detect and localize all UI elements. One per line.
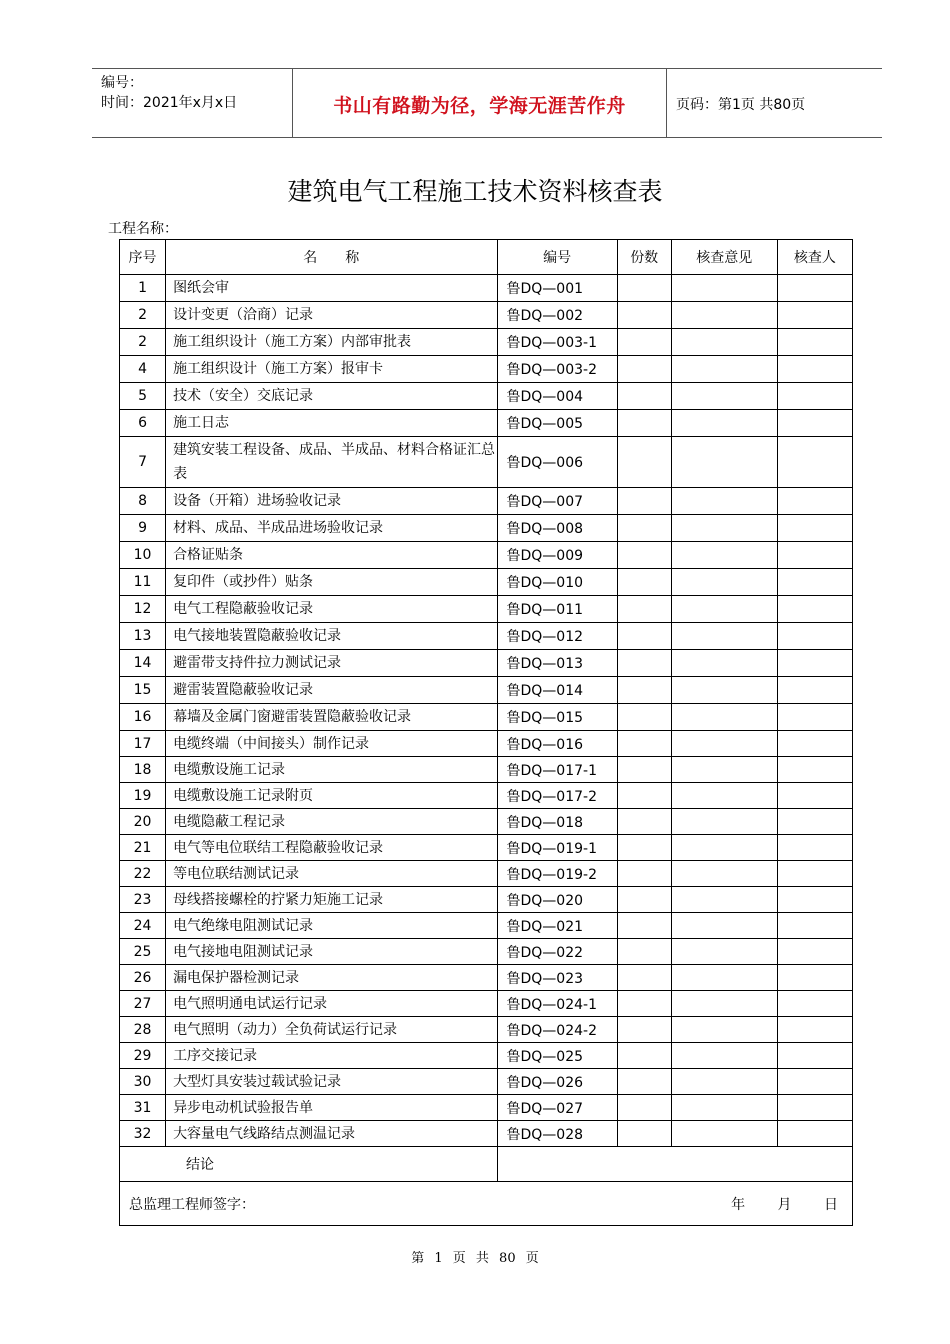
- table-row: [120, 437, 853, 488]
- row-count[interactable]: [617, 835, 671, 861]
- row-name: 工序交接记录: [166, 1043, 497, 1069]
- row-name: 避雷带支持件拉力测试记录: [166, 650, 497, 677]
- row-checker[interactable]: [777, 965, 852, 991]
- row-checker[interactable]: [777, 623, 852, 650]
- row-number: 31: [120, 1095, 166, 1121]
- row-code: 鲁DQ—013: [497, 650, 617, 677]
- row-checker[interactable]: [777, 383, 852, 410]
- time-label: 时间：2021年x月x日: [101, 95, 238, 111]
- row-number: 1: [120, 275, 166, 302]
- row-name: 设计变更（洽商）记录: [166, 302, 497, 329]
- row-checker[interactable]: [777, 939, 852, 965]
- row-name: 电气工程隐蔽验收记录: [166, 596, 497, 623]
- row-code: 鲁DQ—003-2: [497, 356, 617, 383]
- row-count[interactable]: [617, 809, 671, 835]
- row-opinion[interactable]: [671, 488, 777, 515]
- row-opinion[interactable]: [671, 596, 777, 623]
- row-checker[interactable]: [777, 861, 852, 887]
- row-count[interactable]: [617, 1095, 671, 1121]
- row-name: 电气绝缘电阻测试记录: [166, 913, 497, 939]
- row-name: 等电位联结测试记录: [166, 861, 497, 887]
- row-number: 14: [120, 650, 166, 677]
- row-checker[interactable]: [777, 275, 852, 302]
- table-row: [120, 757, 853, 783]
- row-code: 鲁DQ—001: [497, 275, 617, 302]
- row-checker[interactable]: [777, 437, 852, 488]
- row-number: 9: [120, 515, 166, 542]
- row-name: 避雷装置隐蔽验收记录: [166, 677, 497, 704]
- row-number: 32: [120, 1121, 166, 1147]
- row-number: 29: [120, 1043, 166, 1069]
- header-code: 编号: [497, 240, 617, 275]
- table-row: [120, 861, 853, 887]
- row-name: 电缆隐蔽工程记录: [166, 809, 497, 835]
- row-name: 施工日志: [166, 410, 497, 437]
- row-opinion[interactable]: [671, 623, 777, 650]
- row-opinion[interactable]: [671, 704, 777, 731]
- row-code: 鲁DQ—024-1: [497, 991, 617, 1017]
- row-checker[interactable]: [777, 809, 852, 835]
- row-code: 鲁DQ—004: [497, 383, 617, 410]
- row-checker[interactable]: [777, 1121, 852, 1147]
- row-name: 漏电保护器检测记录: [166, 965, 497, 991]
- row-number: 5: [120, 383, 166, 410]
- row-opinion[interactable]: [671, 991, 777, 1017]
- row-number: 12: [120, 596, 166, 623]
- table-row: [120, 887, 853, 913]
- table-row: [120, 569, 853, 596]
- row-name: 电气照明（动力）全负荷试运行记录: [166, 1017, 497, 1043]
- row-checker[interactable]: [777, 1043, 852, 1069]
- row-count[interactable]: [617, 704, 671, 731]
- row-count[interactable]: [617, 731, 671, 757]
- conclusion-label: 结论: [186, 1157, 214, 1173]
- table-row: [120, 488, 853, 515]
- row-checker[interactable]: [777, 356, 852, 383]
- row-opinion[interactable]: [671, 1017, 777, 1043]
- row-opinion[interactable]: [671, 329, 777, 356]
- row-opinion[interactable]: [671, 677, 777, 704]
- row-number: 18: [120, 757, 166, 783]
- row-code: 鲁DQ—002: [497, 302, 617, 329]
- row-number: 2: [120, 302, 166, 329]
- row-count[interactable]: [617, 542, 671, 569]
- row-count[interactable]: [617, 991, 671, 1017]
- row-name: 异步电动机试验报告单: [166, 1095, 497, 1121]
- row-code: 鲁DQ—006: [497, 437, 617, 488]
- page-header: [92, 68, 882, 138]
- table-row: [120, 275, 853, 302]
- row-number: 27: [120, 991, 166, 1017]
- row-count[interactable]: [617, 677, 671, 704]
- row-count[interactable]: [617, 861, 671, 887]
- number-label: 编号：: [101, 75, 143, 91]
- table-row: [120, 991, 853, 1017]
- header-checker: 核查人: [777, 240, 852, 275]
- row-count[interactable]: [617, 410, 671, 437]
- row-checker[interactable]: [777, 887, 852, 913]
- row-code: 鲁DQ—023: [497, 965, 617, 991]
- row-number: 25: [120, 939, 166, 965]
- row-code: 鲁DQ—003-1: [497, 329, 617, 356]
- row-code: 鲁DQ—027: [497, 1095, 617, 1121]
- row-code: 鲁DQ—017-2: [497, 783, 617, 809]
- row-code: 鲁DQ—022: [497, 939, 617, 965]
- row-checker[interactable]: [777, 488, 852, 515]
- row-count[interactable]: [617, 356, 671, 383]
- row-name: 施工组织设计（施工方案）内部审批表: [166, 329, 497, 356]
- table-row: [120, 677, 853, 704]
- row-code: 鲁DQ—014: [497, 677, 617, 704]
- row-checker[interactable]: [777, 515, 852, 542]
- row-name: 图纸会审: [166, 275, 497, 302]
- header-opinion: 核查意见: [671, 240, 777, 275]
- row-opinion[interactable]: [671, 383, 777, 410]
- row-code: 鲁DQ—010: [497, 569, 617, 596]
- row-name: 电气接地电阻测试记录: [166, 939, 497, 965]
- row-count[interactable]: [617, 939, 671, 965]
- row-opinion[interactable]: [671, 783, 777, 809]
- row-number: 2: [120, 329, 166, 356]
- row-count[interactable]: [617, 437, 671, 488]
- motto: 书山有路勤为径，学海无涯苦作舟: [333, 95, 626, 117]
- page-footer: 第 1 页 共 80 页: [411, 1251, 539, 1266]
- row-number: 30: [120, 1069, 166, 1095]
- row-name: 电缆敷设施工记录附页: [166, 783, 497, 809]
- row-count[interactable]: [617, 783, 671, 809]
- row-opinion[interactable]: [671, 410, 777, 437]
- row-opinion[interactable]: [671, 913, 777, 939]
- table-row: [120, 913, 853, 939]
- row-number: 7: [120, 437, 166, 488]
- row-opinion[interactable]: [671, 1121, 777, 1147]
- table-row: [120, 1017, 853, 1043]
- row-code: 鲁DQ—020: [497, 887, 617, 913]
- table-row: [120, 704, 853, 731]
- row-count[interactable]: [617, 1017, 671, 1043]
- row-code: 鲁DQ—019-2: [497, 861, 617, 887]
- row-name: 设备（开箱）进场验收记录: [166, 488, 497, 515]
- row-checker[interactable]: [777, 704, 852, 731]
- row-opinion[interactable]: [671, 356, 777, 383]
- table-row: [120, 623, 853, 650]
- row-number: 13: [120, 623, 166, 650]
- table-header-row: [120, 240, 853, 275]
- table-row: [120, 410, 853, 437]
- row-checker[interactable]: [777, 596, 852, 623]
- table-row: [120, 809, 853, 835]
- row-count[interactable]: [617, 329, 671, 356]
- table-row: [120, 596, 853, 623]
- header-name: 名 称: [166, 240, 497, 275]
- row-code: 鲁DQ—028: [497, 1121, 617, 1147]
- row-name: 合格证贴条: [166, 542, 497, 569]
- row-count[interactable]: [617, 757, 671, 783]
- row-name: 电缆敷设施工记录: [166, 757, 497, 783]
- row-checker[interactable]: [777, 783, 852, 809]
- row-opinion[interactable]: [671, 275, 777, 302]
- row-checker[interactable]: [777, 329, 852, 356]
- row-number: 17: [120, 731, 166, 757]
- table-row: [120, 1095, 853, 1121]
- row-code: 鲁DQ—026: [497, 1069, 617, 1095]
- header-page-cell: [667, 69, 882, 137]
- row-code: 鲁DQ—009: [497, 542, 617, 569]
- row-code: 鲁DQ—012: [497, 623, 617, 650]
- table-row: [120, 939, 853, 965]
- row-opinion[interactable]: [671, 965, 777, 991]
- row-name: 施工组织设计（施工方案）报审卡: [166, 356, 497, 383]
- conclusion-value[interactable]: [497, 1147, 853, 1182]
- row-number: 4: [120, 356, 166, 383]
- row-opinion[interactable]: [671, 757, 777, 783]
- conclusion-row: [120, 1147, 853, 1182]
- row-name: 幕墙及金属门窗避雷装置隐蔽验收记录: [166, 704, 497, 731]
- row-checker[interactable]: [777, 1017, 852, 1043]
- page-label: 页码：第1页 共80页: [676, 97, 806, 113]
- row-number: 22: [120, 861, 166, 887]
- row-opinion[interactable]: [671, 1043, 777, 1069]
- row-count[interactable]: [617, 913, 671, 939]
- document-title: 建筑电气工程施工技术资料核查表: [287, 177, 663, 206]
- row-checker[interactable]: [777, 677, 852, 704]
- table-row: [120, 1121, 853, 1147]
- row-checker[interactable]: [777, 757, 852, 783]
- row-name: 复印件（或抄件）贴条: [166, 569, 497, 596]
- table-body: [120, 275, 853, 1147]
- header-count: 份数: [617, 240, 671, 275]
- row-name: 母线搭接螺栓的拧紧力矩施工记录: [166, 887, 497, 913]
- row-number: 8: [120, 488, 166, 515]
- check-table: [119, 239, 853, 1226]
- row-code: 鲁DQ—024-2: [497, 1017, 617, 1043]
- signature-date: 年 月 日: [731, 1197, 838, 1213]
- table-row: [120, 356, 853, 383]
- row-name: 大容量电气线路结点测温记录: [166, 1121, 497, 1147]
- row-number: 28: [120, 1017, 166, 1043]
- row-opinion[interactable]: [671, 302, 777, 329]
- table-row: [120, 965, 853, 991]
- project-name-label: 工程名称：: [108, 221, 178, 237]
- row-code: 鲁DQ—019-1: [497, 835, 617, 861]
- row-number: 26: [120, 965, 166, 991]
- row-opinion[interactable]: [671, 809, 777, 835]
- row-checker[interactable]: [777, 835, 852, 861]
- row-checker[interactable]: [777, 569, 852, 596]
- row-opinion[interactable]: [671, 515, 777, 542]
- row-number: 23: [120, 887, 166, 913]
- row-number: 21: [120, 835, 166, 861]
- row-count[interactable]: [617, 596, 671, 623]
- table-row: [120, 731, 853, 757]
- row-name: 电缆终端（中间接头）制作记录: [166, 731, 497, 757]
- row-number: 16: [120, 704, 166, 731]
- row-name: 技术（安全）交底记录: [166, 383, 497, 410]
- row-checker[interactable]: [777, 542, 852, 569]
- header-no: 序号: [120, 240, 166, 275]
- row-count[interactable]: [617, 965, 671, 991]
- row-checker[interactable]: [777, 731, 852, 757]
- table-row: [120, 1043, 853, 1069]
- row-number: 6: [120, 410, 166, 437]
- row-number: 19: [120, 783, 166, 809]
- row-name: 电气等电位联结工程隐蔽验收记录: [166, 835, 497, 861]
- row-count[interactable]: [617, 1043, 671, 1069]
- row-count[interactable]: [617, 302, 671, 329]
- row-checker[interactable]: [777, 650, 852, 677]
- row-opinion[interactable]: [671, 542, 777, 569]
- row-count[interactable]: [617, 1069, 671, 1095]
- table-row: [120, 783, 853, 809]
- row-opinion[interactable]: [671, 939, 777, 965]
- row-opinion[interactable]: [671, 1069, 777, 1095]
- row-name: 建筑安装工程设备、成品、半成品、材料合格证汇总表: [166, 437, 497, 488]
- row-code: 鲁DQ—017-1: [497, 757, 617, 783]
- row-count[interactable]: [617, 383, 671, 410]
- row-count[interactable]: [617, 623, 671, 650]
- row-opinion[interactable]: [671, 1095, 777, 1121]
- table-row: [120, 1069, 853, 1095]
- signature-label: 总监理工程师签字：: [129, 1197, 255, 1213]
- row-count[interactable]: [617, 488, 671, 515]
- row-checker[interactable]: [777, 302, 852, 329]
- row-count[interactable]: [617, 515, 671, 542]
- row-checker[interactable]: [777, 1095, 852, 1121]
- row-code: 鲁DQ—021: [497, 913, 617, 939]
- header-motto-cell: [292, 69, 667, 137]
- row-opinion[interactable]: [671, 569, 777, 596]
- row-code: 鲁DQ—011: [497, 596, 617, 623]
- row-code: 鲁DQ—015: [497, 704, 617, 731]
- table-row: [120, 383, 853, 410]
- row-code: 鲁DQ—007: [497, 488, 617, 515]
- row-count[interactable]: [617, 887, 671, 913]
- table-row: [120, 835, 853, 861]
- header-info-cell: [92, 69, 292, 137]
- signature-row: [120, 1182, 853, 1226]
- row-code: 鲁DQ—005: [497, 410, 617, 437]
- row-opinion[interactable]: [671, 650, 777, 677]
- row-count[interactable]: [617, 275, 671, 302]
- row-count[interactable]: [617, 1121, 671, 1147]
- row-number: 10: [120, 542, 166, 569]
- row-opinion[interactable]: [671, 861, 777, 887]
- row-checker[interactable]: [777, 1069, 852, 1095]
- row-number: 15: [120, 677, 166, 704]
- row-checker[interactable]: [777, 991, 852, 1017]
- row-name: 材料、成品、半成品进场验收记录: [166, 515, 497, 542]
- row-opinion[interactable]: [671, 731, 777, 757]
- row-code: 鲁DQ—018: [497, 809, 617, 835]
- row-number: 11: [120, 569, 166, 596]
- row-number: 24: [120, 913, 166, 939]
- row-code: 鲁DQ—008: [497, 515, 617, 542]
- conclusion-cell: [120, 1147, 498, 1182]
- row-checker[interactable]: [777, 410, 852, 437]
- row-code: 鲁DQ—025: [497, 1043, 617, 1069]
- row-name: 大型灯具安装过载试验记录: [166, 1069, 497, 1095]
- row-checker[interactable]: [777, 913, 852, 939]
- row-count[interactable]: [617, 569, 671, 596]
- row-code: 鲁DQ—016: [497, 731, 617, 757]
- row-count[interactable]: [617, 650, 671, 677]
- row-name: 电气接地装置隐蔽验收记录: [166, 623, 497, 650]
- table-row: [120, 329, 853, 356]
- table-row: [120, 302, 853, 329]
- table-row: [120, 515, 853, 542]
- row-opinion[interactable]: [671, 835, 777, 861]
- table-row: [120, 650, 853, 677]
- signature-cell: [120, 1182, 853, 1226]
- table-row: [120, 542, 853, 569]
- row-opinion[interactable]: [671, 437, 777, 488]
- row-number: 20: [120, 809, 166, 835]
- row-opinion[interactable]: [671, 887, 777, 913]
- row-name: 电气照明通电试运行记录: [166, 991, 497, 1017]
